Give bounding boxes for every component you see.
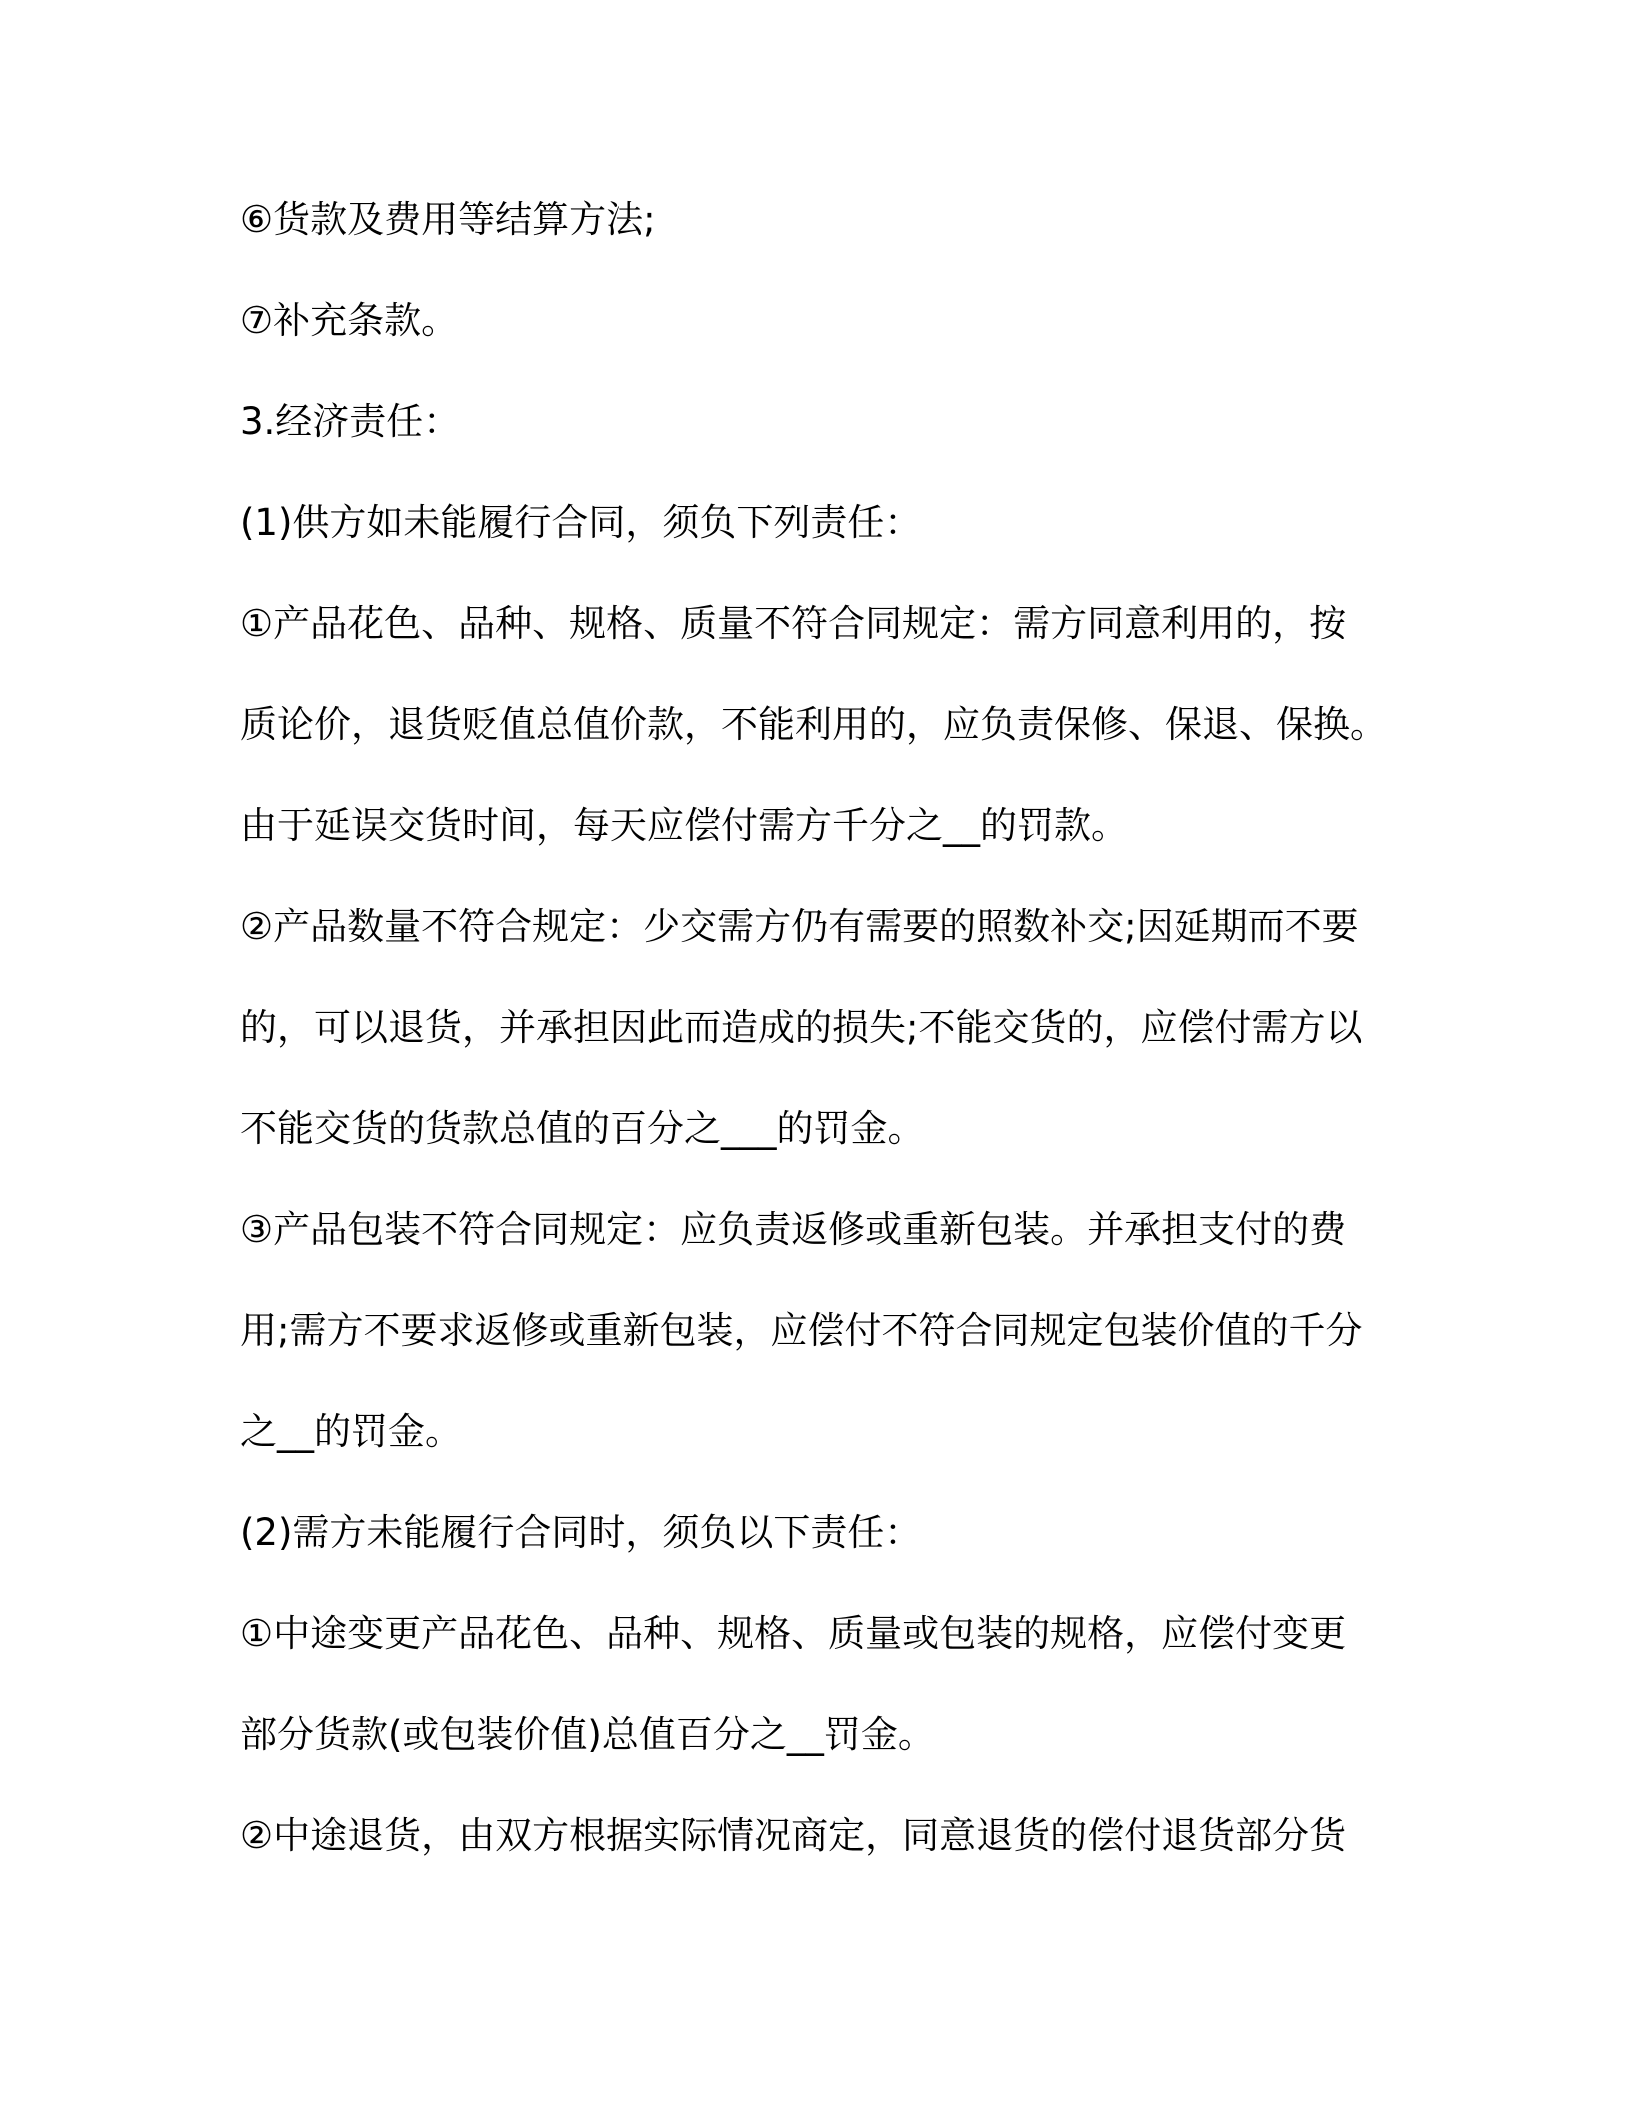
subsection-heading-supplier-liability: (1)供方如未能履行合同，须负下列责任： [240, 501, 922, 544]
text-line: ①中途变更产品花色、品种、规格、质量或包装的规格，应偿付变更 [240, 1612, 1347, 1655]
document-body [240, 188, 1400, 1905]
text-line: 部分货款(或包装价值)总值百分之__罚金。 [240, 1713, 935, 1756]
text-line: 之__的罚金。 [240, 1410, 462, 1453]
subsection-heading-buyer-liability: (2)需方未能履行合同时，须负以下责任： [240, 1511, 922, 1554]
text-line: 质论价，退货贬值总值价款，不能利用的，应负责保修、保退、保换。 [240, 703, 1387, 746]
text-line: ③产品包装不符合同规定：应负责返修或重新包装。并承担支付的费 [240, 1208, 1347, 1251]
text-line: 不能交货的货款总值的百分之___的罚金。 [240, 1107, 925, 1150]
text-line-settlement-method: ⑥货款及费用等结算方法; [240, 198, 656, 241]
section-heading-economic-liability: 3.经济责任： [240, 400, 461, 443]
text-line: 的，可以退货，并承担因此而造成的损失;不能交货的，应偿付需方以 [240, 1006, 1363, 1049]
text-line-supplementary-terms: ⑦补充条款。 [240, 299, 459, 342]
text-line: ①产品花色、品种、规格、质量不符合同规定：需方同意利用的，按 [240, 602, 1347, 645]
text-line: ②产品数量不符合规定：少交需方仍有需要的照数补交;因延期而不要 [240, 905, 1359, 948]
text-line: ②中途退货，由双方根据实际情况商定，同意退货的偿付退货部分货 [240, 1814, 1347, 1857]
text-line: 由于延误交货时间，每天应偿付需方千分之__的罚款。 [240, 804, 1128, 847]
text-line: 用;需方不要求返修或重新包装，应偿付不符合同规定包装价值的千分 [240, 1309, 1363, 1352]
